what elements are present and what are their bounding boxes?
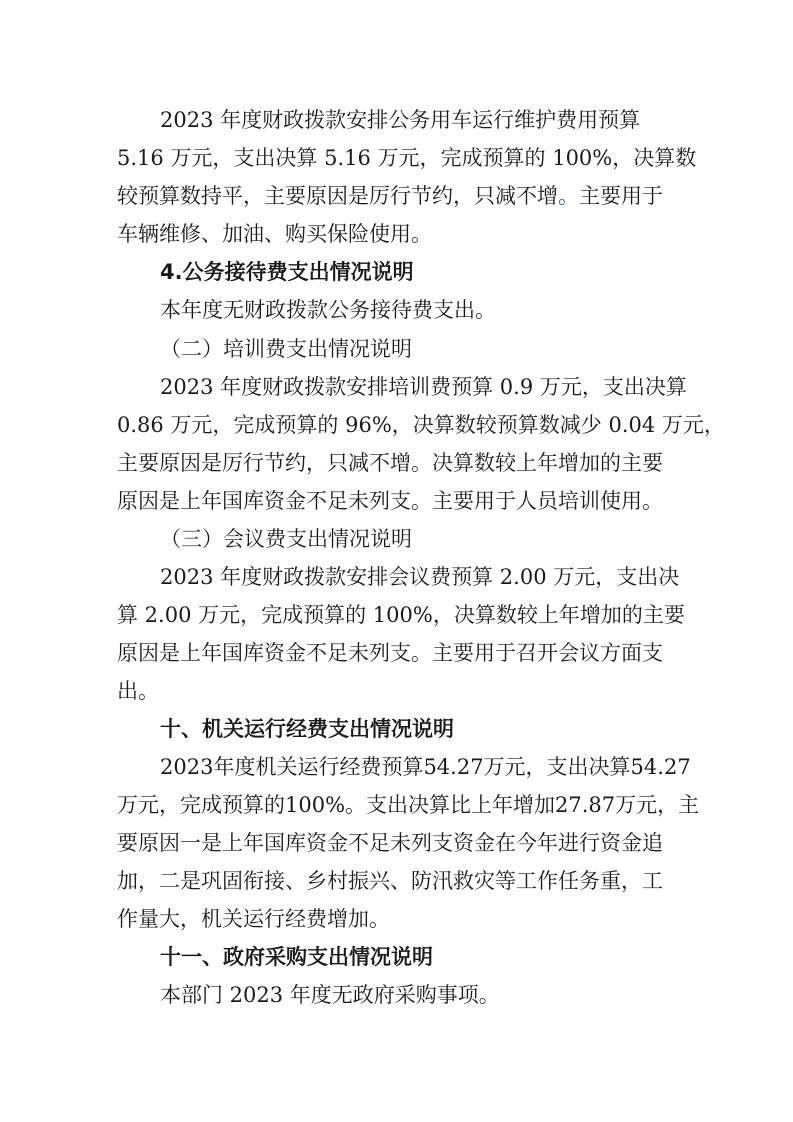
blue-period: 。	[558, 184, 579, 208]
paragraph-training-line-1: 2023 年度财政拨款安排培训费预算 0.9 万元，支出决算	[160, 375, 687, 399]
heading-meeting-expense: （三）会议费支出情况说明	[160, 527, 412, 551]
paragraph-training-line-2: 0.86 万元，完成预算的 96%，决算数较预算数减少 0.04 万元，	[117, 413, 725, 437]
vehicle-line-3-tail: 主要用于	[579, 184, 663, 208]
paragraph-meeting-line-2: 算 2.00 万元，完成预算的 100%，决算数较上年增加的主要	[117, 603, 685, 627]
paragraph-vehicle-line-2: 5.16 万元，支出决算 5.16 万元，完成预算的 100%，决算数	[117, 146, 697, 170]
paragraph-training-line-3: 主要原因是厉行节约，只减不增。决算数较上年增加的主要	[117, 451, 663, 475]
paragraph-vehicle-line-1: 2023 年度财政拨款安排公务用车运行维护费用预算	[160, 108, 641, 132]
paragraph-operating-line-3: 要原因一是上年国库资金不足未列支资金在今年进行资金追	[117, 831, 663, 855]
heading-operating-expense: 十、机关运行经费支出情况说明	[160, 717, 454, 741]
paragraph-training-line-4: 原因是上年国库资金不足未列支。主要用于人员培训使用。	[117, 489, 663, 513]
heading-reception-expense: 4.公务接待费支出情况说明	[160, 260, 414, 284]
paragraph-vehicle-line-3	[117, 181, 663, 211]
paragraph-operating-line-4: 加，二是巩固衔接、乡村振兴、防汛救灾等工作任务重，工	[117, 869, 663, 893]
paragraph-meeting-line-1: 2023 年度财政拨款安排会议费预算 2.00 万元，支出决	[160, 565, 680, 589]
paragraph-operating-line-2: 万元，完成预算的100%。支出决算比上年增加27.87万元，主	[117, 793, 700, 817]
paragraph-procurement: 本部门 2023 年度无政府采购事项。	[160, 983, 500, 1007]
paragraph-meeting-line-3: 原因是上年国库资金不足未列支。主要用于召开会议方面支	[117, 641, 663, 665]
vehicle-line-3-text: 较预算数持平，主要原因是厉行节约，只减不增	[117, 184, 558, 208]
paragraph-meeting-line-4: 出。	[117, 679, 159, 703]
heading-training-expense: （二）培训费支出情况说明	[160, 337, 412, 361]
paragraph-vehicle-line-4: 车辆维修、加油、购买保险使用。	[117, 222, 432, 246]
paragraph-operating-line-5: 作量大，机关运行经费增加。	[117, 907, 390, 931]
heading-procurement-expense: 十一、政府采购支出情况说明	[160, 945, 433, 969]
paragraph-reception: 本年度无财政拨款公务接待费支出。	[160, 298, 496, 322]
paragraph-operating-line-1: 2023年度机关运行经费预算54.27万元，支出决算54.27	[160, 755, 691, 779]
